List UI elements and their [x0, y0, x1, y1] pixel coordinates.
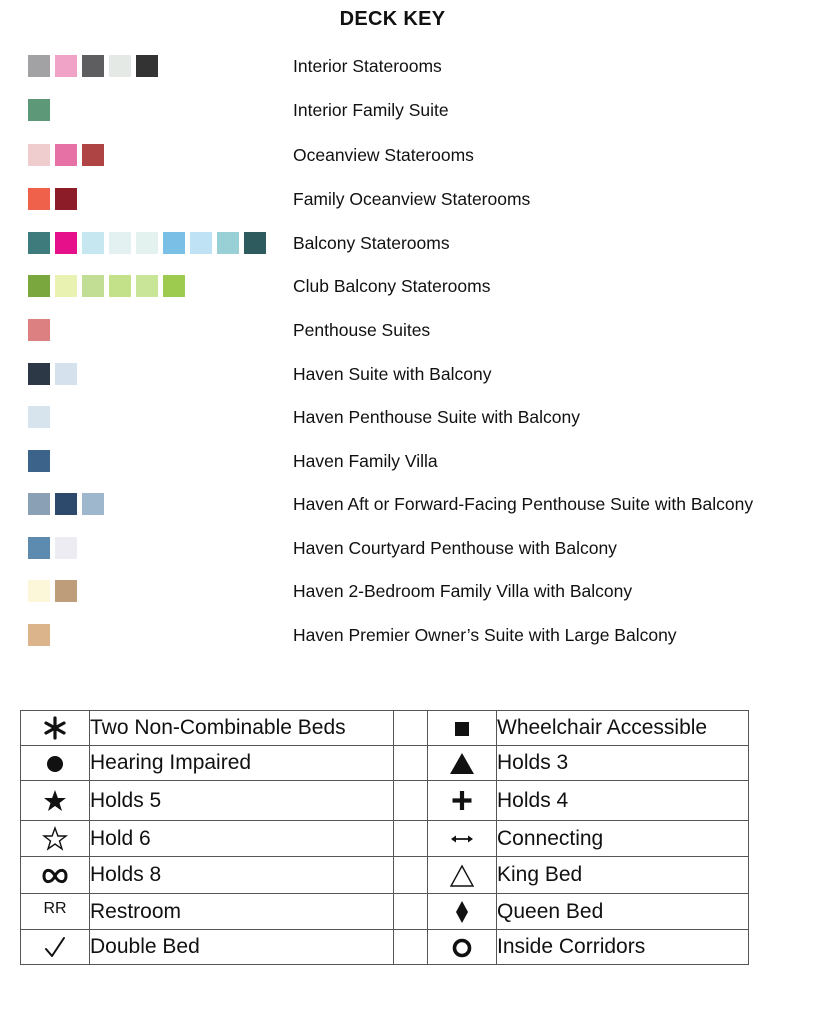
- legend-label: Wheelchair Accessible: [497, 711, 749, 746]
- legend-symbol-cell: [21, 781, 90, 821]
- outline-star-icon: [41, 826, 69, 852]
- color-swatch: [55, 537, 77, 559]
- color-swatch: [55, 232, 77, 254]
- color-swatch: [109, 232, 131, 254]
- legend-symbol-cell: [428, 930, 497, 965]
- color-swatch: [28, 275, 50, 297]
- deck-key-row: [28, 99, 808, 121]
- legend-spacer-cell: [394, 821, 428, 857]
- deck-key-row: [28, 450, 808, 472]
- deck-key-row: [28, 144, 808, 166]
- filled-square-icon: [448, 716, 476, 742]
- color-swatch: [28, 363, 50, 385]
- legend-row: [21, 821, 749, 857]
- deck-key-label: Haven Courtyard Penthouse with Balcony: [293, 538, 617, 558]
- deck-key-row: [28, 406, 808, 428]
- deck-key-row: [28, 188, 808, 210]
- legend-label: Holds 5: [90, 781, 394, 821]
- color-swatch: [28, 232, 50, 254]
- legend-spacer-cell: [394, 711, 428, 746]
- deck-key-label: Haven Suite with Balcony: [293, 364, 492, 384]
- deck-key-row: [28, 363, 808, 385]
- deck-key-label: Haven Penthouse Suite with Balcony: [293, 407, 580, 427]
- legend-row: [21, 711, 749, 746]
- deck-key-label: Club Balcony Staterooms: [293, 276, 491, 296]
- legend-row: [21, 746, 749, 781]
- deck-key-label: Balcony Staterooms: [293, 233, 450, 253]
- color-swatch: [136, 55, 158, 77]
- legend-symbol-cell: [21, 894, 90, 930]
- legend-symbol-cell: [428, 821, 497, 857]
- color-swatch: [136, 275, 158, 297]
- legend-symbol-cell: [21, 746, 90, 781]
- legend-label: Two Non-Combinable Beds: [90, 711, 394, 746]
- legend-symbol-cell: [428, 781, 497, 821]
- color-swatch: [82, 275, 104, 297]
- color-swatch: [55, 275, 77, 297]
- color-swatch: [82, 232, 104, 254]
- deck-key-label: Haven 2-Bedroom Family Villa with Balcony: [293, 581, 633, 601]
- legend-spacer-cell: [394, 857, 428, 894]
- color-swatch: [28, 493, 50, 515]
- outline-triangle-icon: [448, 863, 476, 889]
- color-swatch: [244, 232, 266, 254]
- color-swatch: [28, 319, 50, 341]
- page-title: DECK KEY: [339, 8, 446, 30]
- color-swatch: [82, 55, 104, 77]
- deck-key-row: [28, 624, 808, 646]
- legend-row: [21, 894, 749, 930]
- plus-icon: [448, 788, 476, 814]
- deck-key-row: [28, 493, 808, 515]
- legend-symbol-cell: [428, 746, 497, 781]
- legend-row: [21, 930, 749, 965]
- color-swatch: [109, 275, 131, 297]
- color-swatch: [82, 493, 104, 515]
- color-swatch: [217, 232, 239, 254]
- legend-row: [21, 857, 749, 894]
- legend-label: Hold 6: [90, 821, 394, 857]
- legend-symbol-cell: [428, 894, 497, 930]
- color-swatch: [163, 275, 185, 297]
- symbol-legend-table: [20, 710, 749, 965]
- legend-label: Double Bed: [90, 930, 394, 965]
- legend-spacer-cell: [394, 894, 428, 930]
- legend-label: Holds 4: [497, 781, 749, 821]
- deck-key-label: Haven Family Villa: [293, 451, 438, 471]
- legend-symbol-cell: [428, 857, 497, 894]
- legend-spacer-cell: [394, 930, 428, 965]
- deck-key-label: Penthouse Suites: [293, 320, 431, 340]
- checkmark-icon: [41, 935, 69, 961]
- legend-label: Queen Bed: [497, 894, 749, 930]
- legend-label: Connecting: [497, 821, 749, 857]
- legend-label: Restroom: [90, 894, 394, 930]
- color-swatch: [190, 232, 212, 254]
- legend-label: Hearing Impaired: [90, 746, 394, 781]
- color-swatch: [55, 493, 77, 515]
- color-swatch: [55, 55, 77, 77]
- deck-key-label: Haven Aft or Forward-Facing Penthouse Suite with Balcony: [293, 494, 754, 514]
- color-swatch: [28, 580, 50, 602]
- deck-key-row: [28, 319, 808, 341]
- legend-spacer-cell: [394, 746, 428, 781]
- deck-key-label: Interior Staterooms: [293, 56, 442, 76]
- legend-spacer-cell: [394, 781, 428, 821]
- color-swatch: [55, 580, 77, 602]
- filled-triangle-icon: [448, 751, 476, 777]
- color-swatch: [163, 232, 185, 254]
- color-swatch: [28, 144, 50, 166]
- color-swatch: [55, 188, 77, 210]
- legend-symbol-cell: [21, 821, 90, 857]
- legend-label: Holds 3: [497, 746, 749, 781]
- legend-label: King Bed: [497, 857, 749, 894]
- color-swatch: [28, 624, 50, 646]
- legend-label: Holds 8: [90, 857, 394, 894]
- asterisk-icon: [41, 716, 69, 742]
- color-swatch: [136, 232, 158, 254]
- legend-symbol-cell: [21, 930, 90, 965]
- double-arrow-icon: [448, 826, 476, 852]
- color-swatch: [28, 450, 50, 472]
- color-swatch: [109, 55, 131, 77]
- color-swatch: [28, 188, 50, 210]
- deck-key-label: Interior Family Suite: [293, 100, 449, 120]
- color-swatch: [55, 144, 77, 166]
- deck-key-row: [28, 55, 808, 77]
- filled-diamond-icon: [448, 899, 476, 925]
- legend-symbol-cell: [428, 711, 497, 746]
- restroom-symbol: RR: [43, 899, 67, 917]
- ring-icon: [448, 935, 476, 961]
- deck-key-row: [28, 537, 808, 559]
- deck-key-row: [28, 275, 808, 297]
- infinity-icon: [41, 863, 69, 889]
- filled-star-icon: [41, 788, 69, 814]
- deck-key-row: [28, 232, 808, 254]
- color-swatch: [28, 99, 50, 121]
- legend-symbol-cell: [21, 857, 90, 894]
- deck-key-label: Oceanview Staterooms: [293, 145, 474, 165]
- deck-key-label: Haven Premier Owner’s Suite with Large Balcony: [293, 625, 677, 645]
- color-swatch: [28, 406, 50, 428]
- legend-row: [21, 781, 749, 821]
- deck-key-label: Family Oceanview Staterooms: [293, 189, 531, 209]
- legend-symbol-cell: [21, 711, 90, 746]
- color-swatch: [28, 55, 50, 77]
- color-swatch: [28, 537, 50, 559]
- legend-label: Inside Corridors: [497, 930, 749, 965]
- color-swatch: [55, 363, 77, 385]
- filled-circle-icon: [41, 751, 69, 777]
- color-swatch: [82, 144, 104, 166]
- deck-key-row: [28, 580, 808, 602]
